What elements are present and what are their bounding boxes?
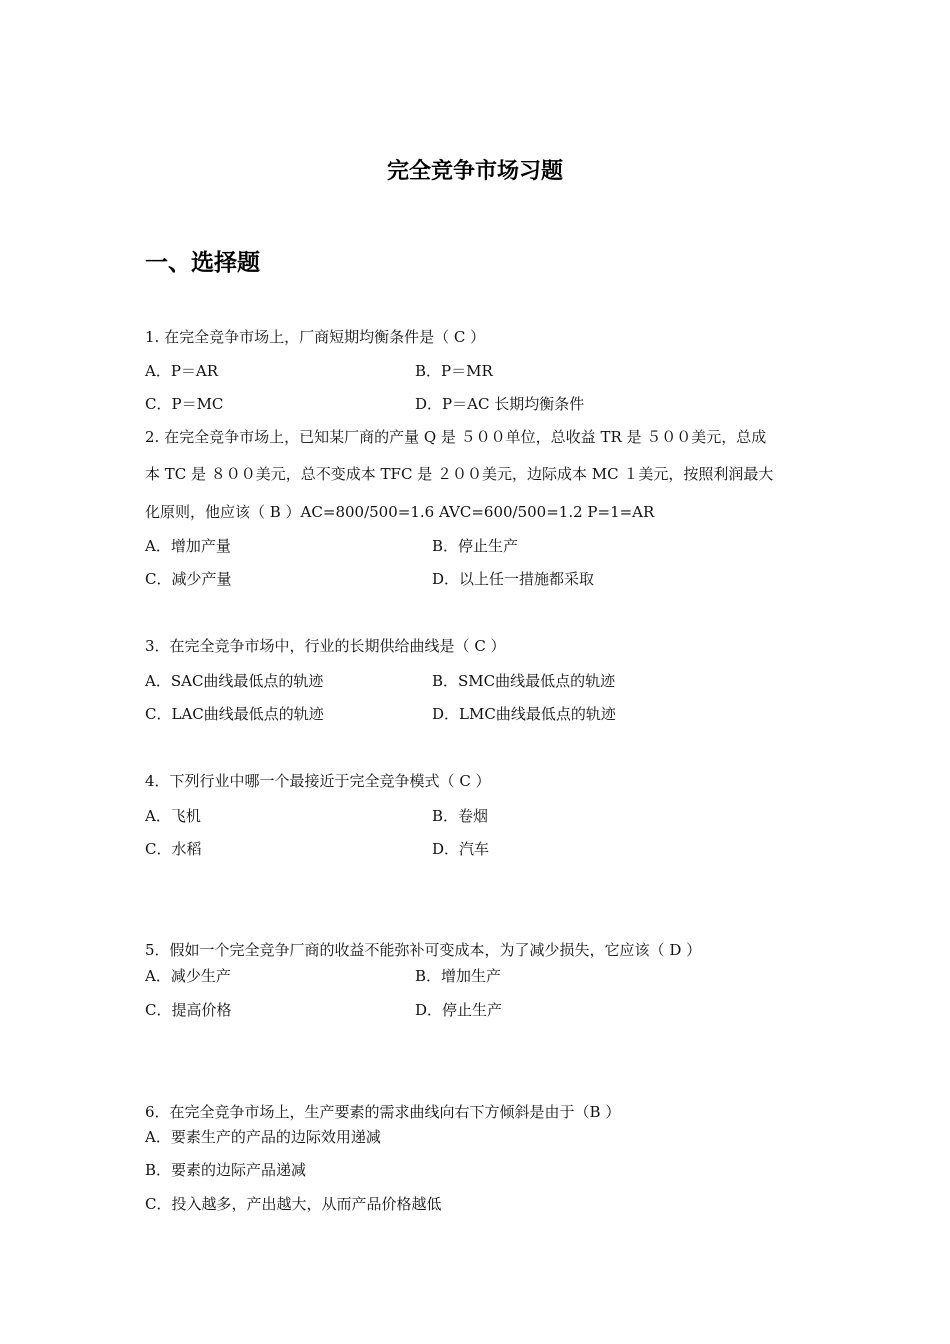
question-1-option-a: A．P＝AR bbox=[145, 362, 219, 380]
question-1-stem: 1. 在完全竞争市场上，厂商短期均衡条件是（ C ） bbox=[145, 328, 486, 346]
question-4-option-d: D．汽车 bbox=[432, 840, 490, 858]
question-3-option-b: B．SMC曲线最低点的轨迹 bbox=[432, 672, 616, 690]
question-1-option-d: D．P＝AC 长期均衡条件 bbox=[415, 395, 585, 413]
question-6-option-b: B．要素的边际产品递减 bbox=[145, 1161, 307, 1179]
question-4-option-a: A．飞机 bbox=[145, 807, 201, 825]
question-6-stem: 6．在完全竞争市场上，生产要素的需求曲线向右下方倾斜是由于（B ） bbox=[145, 1103, 621, 1121]
section-heading: 一、选择题 bbox=[145, 250, 260, 276]
question-2-line-1: 2. 在完全竞争市场上，已知某厂商的产量 Q 是 ５００单位，总收益 TR 是 ５００美元，总成 bbox=[145, 428, 767, 446]
question-4-option-b: B．卷烟 bbox=[432, 807, 489, 825]
question-5-stem: 5．假如一个完全竞争厂商的收益不能弥补可变成本，为了减少损失，它应该（ D ） bbox=[145, 941, 702, 959]
question-6-option-c: C．投入越多，产出越大，从而产品价格越低 bbox=[145, 1195, 442, 1213]
question-4-option-c: C．水稻 bbox=[145, 840, 202, 858]
question-3-option-d: D．LMC曲线最低点的轨迹 bbox=[432, 705, 616, 723]
question-5-option-a: A．减少生产 bbox=[145, 967, 231, 985]
question-2-option-b: B．停止生产 bbox=[432, 537, 519, 555]
question-4-stem: 4．下列行业中哪一个最接近于完全竞争模式（ C ） bbox=[145, 772, 491, 790]
question-5-option-c: C．提高价格 bbox=[145, 1001, 232, 1019]
question-3-option-a: A．SAC曲线最低点的轨迹 bbox=[145, 672, 324, 690]
question-2-option-c: C．减少产量 bbox=[145, 570, 232, 588]
question-3-stem: 3．在完全竞争市场中，行业的长期供给曲线是（ C ） bbox=[145, 637, 506, 655]
question-2-line-2: 本 TC 是 ８００美元，总不变成本 TFC 是 ２００美元，边际成本 MC １美元，按照利润最大 bbox=[145, 465, 774, 483]
page-title: 完全竞争市场习题 bbox=[386, 159, 563, 184]
question-2-line-3: 化原则，他应该（ B ）AC=800/500=1.6 AVC=600/500=1.2 P=1=AR bbox=[145, 503, 655, 521]
question-5-option-b: B．增加生产 bbox=[415, 967, 502, 985]
question-1-option-c: C．P＝MC bbox=[145, 395, 224, 413]
question-5-option-d: D．停止生产 bbox=[415, 1001, 503, 1019]
question-2-option-d: D．以上任一措施都采取 bbox=[432, 570, 595, 588]
question-3-option-c: C．LAC曲线最低点的轨迹 bbox=[145, 705, 324, 723]
question-6-option-a: A．要素生产的产品的边际效用递减 bbox=[145, 1128, 381, 1146]
question-2-option-a: A．增加产量 bbox=[145, 537, 231, 555]
question-1-option-b: B．P＝MR bbox=[415, 362, 493, 380]
